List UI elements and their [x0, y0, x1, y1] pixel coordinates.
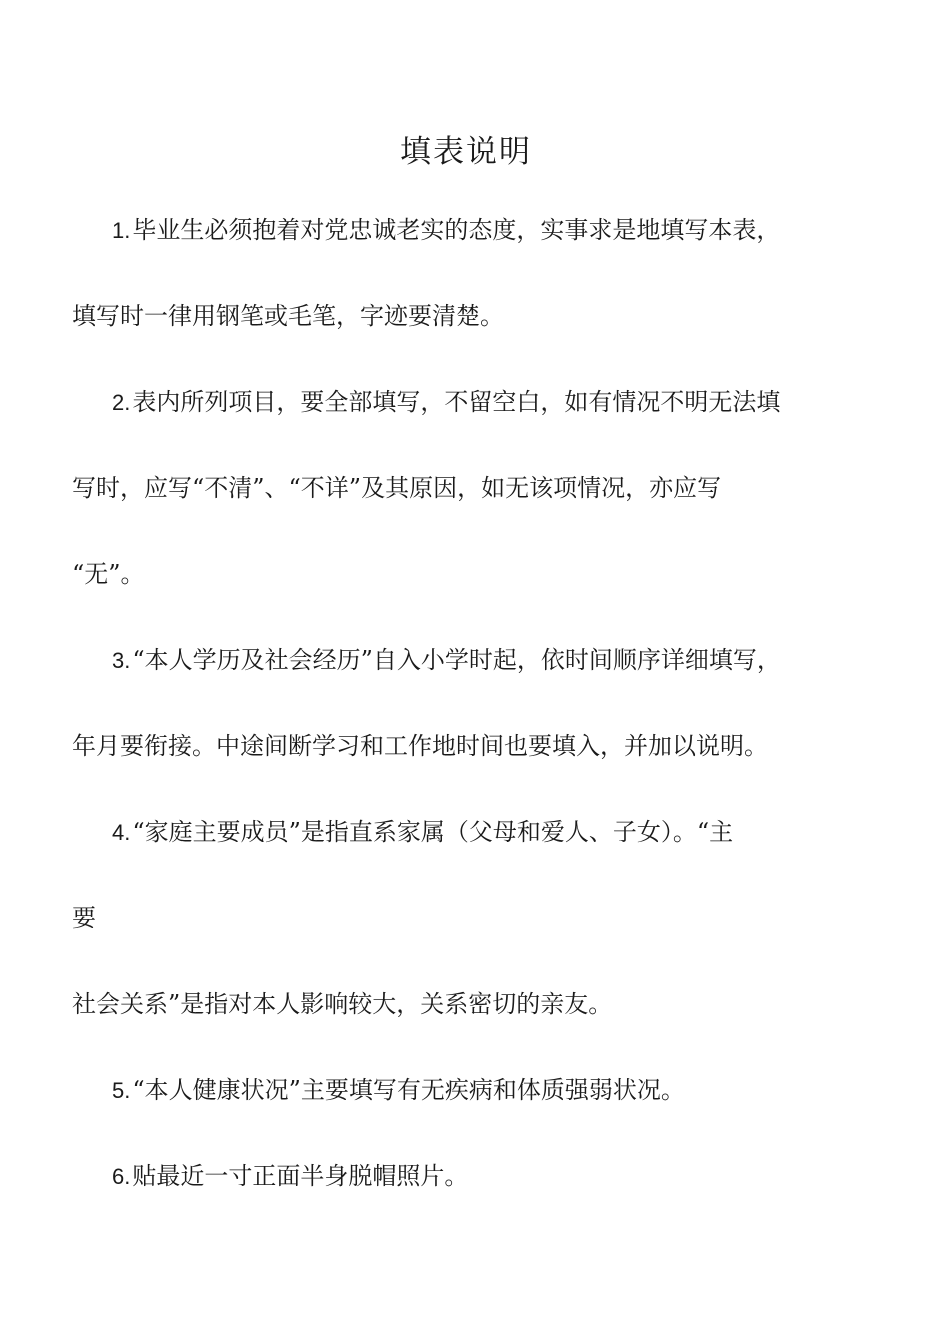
item-6-line-1 [112, 1160, 468, 1193]
item-2-line-2: 写时，应写“不清”、“不详”及其原因，如无该项情况，亦应写 [72, 474, 722, 502]
item-6-number: 6. [112, 1164, 131, 1189]
item-5-line-1 [112, 1074, 685, 1107]
item-4-line-3: 社会关系”是指对本人影响较大，关系密切的亲友。 [72, 990, 613, 1018]
item-2-line-1 [112, 386, 780, 419]
page-title: 填表说明 [400, 134, 532, 170]
item-3-number: 3. [112, 648, 131, 673]
item-2-line-3: “无”。 [72, 560, 145, 588]
item-1-number: 1. [112, 218, 131, 243]
item-3-text-1: “本人学历及社会经历”自入小学时起，依时间顺序详细填写， [132, 646, 781, 674]
item-4-text-1: “家庭主要成员”是指直系家属（父母和爱人、子女）。“主 [132, 818, 734, 846]
item-3-line-1 [112, 644, 781, 677]
item-2-number: 2. [112, 390, 131, 415]
item-1-line-2: 填写时一律用钢笔或毛笔，字迹要清楚。 [72, 302, 504, 330]
item-4-number: 4. [112, 820, 131, 845]
item-2-text-1: 表内所列项目，要全部填写，不留空白，如有情况不明无法填 [132, 388, 781, 416]
item-3-line-2: 年月要衔接。中途间断学习和工作地时间也要填入，并加以说明。 [72, 732, 768, 760]
item-5-text-1: “本人健康状况”主要填写有无疾病和体质强弱状况。 [132, 1076, 685, 1104]
item-1-line-1 [112, 214, 780, 247]
item-4-line-2: 要 [72, 904, 96, 932]
item-1-text-1: 毕业生必须抱着对党忠诚老实的态度，实事求是地填写本表， [132, 216, 781, 244]
item-4-line-1 [112, 816, 733, 849]
item-6-text-1: 贴最近一寸正面半身脱帽照片。 [132, 1162, 469, 1190]
item-5-number: 5. [112, 1078, 131, 1103]
